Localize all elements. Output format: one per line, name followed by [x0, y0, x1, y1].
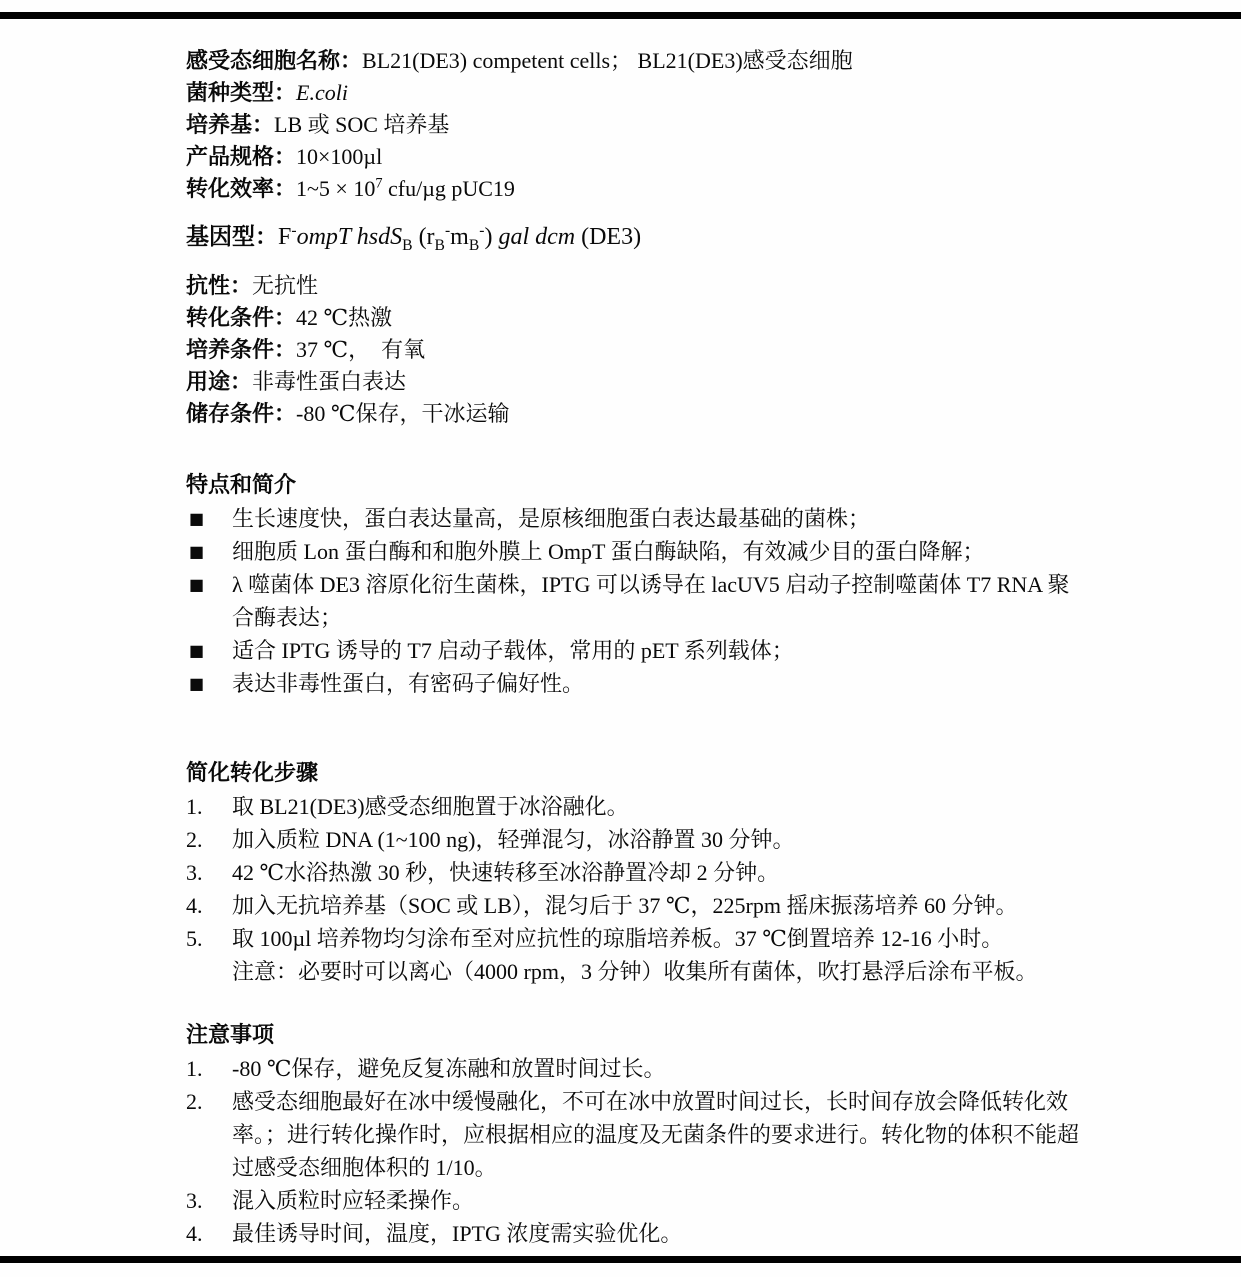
text-segment: cfu/µg pUC19: [382, 176, 515, 201]
text-segment: 10×100µl: [296, 144, 383, 169]
spec-label: 培养条件：: [186, 337, 297, 362]
text-segment: 42 ℃热激: [296, 305, 393, 330]
spec-line: [186, 366, 1081, 398]
italic-text: ompT hsdS: [296, 224, 403, 250]
feature-item: [186, 634, 1081, 667]
spec-value: [296, 80, 348, 105]
spec-label: 抗性：: [186, 273, 253, 298]
feature-item: [186, 667, 1081, 700]
spec-line: [186, 77, 1081, 109]
text-segment: (DE3): [575, 224, 642, 250]
section-title-steps: 简化转化步骤: [186, 760, 319, 785]
genotype-line: [186, 219, 1081, 254]
precautions-list: [186, 1052, 1081, 1250]
spec-line: [186, 173, 1081, 205]
spec-line: [186, 398, 1081, 430]
step-item-text: [232, 823, 1081, 856]
text-segment: m: [450, 224, 469, 250]
list-number: 4.: [186, 893, 203, 918]
step-item: [186, 823, 1081, 856]
step-item-text: [232, 790, 1081, 823]
feature-item-text: λ 噬菌体 DE3 溶原化衍生菌株，IPTG 可以诱导在 lacUV5 启动子控制噬菌体 T7 RNA 聚合酶表达；: [232, 572, 1070, 630]
step-item-text: [232, 856, 1081, 889]
spec-value: [252, 273, 318, 298]
section-title-notes: 注意事项: [186, 1022, 275, 1047]
step-item: [186, 790, 1081, 823]
text-line: 取 BL21(DE3)感受态细胞置于冰浴融化。: [232, 794, 629, 819]
list-number: 1.: [186, 794, 203, 819]
spec-value: [296, 176, 515, 201]
genotype-value: [278, 222, 642, 254]
note-item-text: [232, 1085, 1081, 1184]
text-segment: -80 ℃保存，干冰运输: [296, 401, 510, 426]
square-bullet-icon: ■: [189, 542, 205, 561]
text-segment: BL21(DE3) competent cells； BL21(DE3)感受态细胞: [362, 48, 853, 73]
list-number: 2.: [186, 827, 203, 852]
italic-text: E.coli: [296, 80, 348, 105]
spec-value: [296, 337, 425, 362]
top-border-rule: [0, 12, 1241, 19]
note-item-text: [232, 1184, 1081, 1217]
spec-value: [296, 305, 392, 330]
note-item: [186, 1217, 1081, 1250]
features-bullet-list: [186, 502, 1081, 700]
text-line: -80 ℃保存，避免反复冻融和放置时间过长。: [232, 1056, 666, 1081]
text-line: 最佳诱导时间，温度，IPTG 浓度需实验优化。: [232, 1221, 683, 1246]
spec-value: [274, 112, 449, 137]
spec-label: 用途：: [186, 369, 253, 394]
text-segment: 1~5 × 10: [296, 176, 376, 201]
superscript-text: -: [444, 222, 451, 239]
list-number: 5.: [186, 926, 203, 951]
product-spec-list: [186, 45, 1081, 205]
feature-item: [186, 535, 1081, 568]
note-item: [186, 1052, 1081, 1085]
superscript-text: -: [291, 222, 297, 239]
section-title-features: 特点和简介: [186, 472, 297, 497]
bottom-border-rule: [0, 1256, 1241, 1263]
list-number: 4.: [186, 1221, 203, 1246]
text-line: 混入质粒时应轻柔操作。: [232, 1188, 475, 1213]
spec-label: 转化条件：: [186, 305, 297, 330]
text-line: 加入质粒 DNA (1~100 ng)，轻弹混匀，冰浴静置 30 分钟。: [232, 827, 795, 852]
text-segment: 37 ℃， 有氧: [296, 337, 426, 362]
superscript-text: -: [479, 222, 485, 239]
list-number: 3.: [186, 860, 203, 885]
spec-line: [186, 334, 1081, 366]
subscript-text: B: [468, 236, 480, 254]
text-line: 加入无抗培养基（SOC 或 LB），混匀后于 37 ℃，225rpm 摇床振荡培养 60 分钟。: [232, 893, 1018, 918]
text-line: 取 100µl 培养物均匀涂布至对应抗性的琼脂培养板。37 ℃倒置培养 12-16 小时。: [232, 926, 1004, 951]
text-line: 感受态细胞最好在冰中缓慢融化，不可在冰中放置时间过长，长时间存放会降低转化效率。；进行转化操作时，应根据相应的温度及无菌条件的要求进行。转化物的体积不能超过感受态细胞体积的 1/10。: [232, 1089, 1080, 1180]
spec-line: [186, 270, 1081, 302]
note-item-text: [232, 1217, 1081, 1250]
text-segment: LB 或 SOC 培养基: [274, 112, 450, 137]
spec-line: [186, 141, 1081, 173]
note-item: [186, 1184, 1081, 1217]
spec-label: 储存条件：: [186, 401, 297, 426]
subscript-text: B: [434, 236, 445, 254]
note-item: [186, 1085, 1081, 1184]
text-segment: 非毒性蛋白表达: [252, 369, 407, 394]
feature-item-text: 生长速度快，蛋白表达量高，是原核细胞蛋白表达最基础的菌株；: [232, 506, 871, 531]
spec-value: [362, 48, 853, 73]
spec-line: [186, 109, 1081, 141]
note-item-text: [232, 1052, 1081, 1085]
condition-spec-list: [186, 270, 1081, 430]
step-item: [186, 856, 1081, 889]
text-segment: 无抗性: [252, 273, 319, 298]
spec-value: [252, 369, 406, 394]
text-segment: (r: [412, 224, 435, 250]
italic-text: gal dcm: [498, 224, 576, 250]
spec-line: [186, 302, 1081, 334]
list-number: 2.: [186, 1089, 203, 1114]
superscript-text: 7: [375, 175, 383, 192]
step-item: [186, 922, 1081, 988]
feature-item: [186, 568, 1081, 634]
feature-item: [186, 502, 1081, 535]
spec-value: [296, 401, 509, 426]
square-bullet-icon: ■: [189, 674, 205, 693]
spec-label: 产品规格：: [186, 144, 297, 169]
text-segment: F: [278, 224, 292, 250]
text-line: 42 ℃水浴热激 30 秒，快速转移至冰浴静置冷却 2 分钟。: [232, 860, 780, 885]
spec-value: [296, 144, 382, 169]
spec-line: [186, 45, 1081, 77]
subscript-text: B: [402, 236, 413, 254]
list-number: 3.: [186, 1188, 203, 1213]
square-bullet-icon: ■: [189, 509, 205, 528]
transformation-steps-list: [186, 790, 1081, 988]
square-bullet-icon: ■: [189, 575, 205, 594]
spec-label: 转化效率：: [186, 176, 297, 201]
feature-item-text: 表达非毒性蛋白，有密码子偏好性。: [232, 671, 585, 696]
genotype-label: 基因型：: [186, 223, 278, 249]
spec-label: 培养基：: [186, 112, 275, 137]
spec-label: 菌种类型：: [186, 80, 297, 105]
list-number: 1.: [186, 1056, 203, 1081]
feature-item-text: 适合 IPTG 诱导的 T7 启动子载体，常用的 pET 系列载体；: [232, 638, 794, 663]
square-bullet-icon: ■: [189, 641, 205, 660]
document-content: [186, 19, 1081, 1250]
feature-item-text: 细胞质 Lon 蛋白酶和和胞外膜上 OmpT 蛋白酶缺陷，有效减少目的蛋白降解；: [232, 539, 985, 564]
spec-label: 感受态细胞名称：: [186, 48, 363, 73]
text-segment: ): [484, 224, 499, 250]
step-item-text: [232, 889, 1081, 922]
step-item: [186, 889, 1081, 922]
step-item-text: [232, 922, 1081, 988]
text-line: 注意：必要时可以离心（4000 rpm，3 分钟）收集所有菌体，吹打悬浮后涂布平板。: [232, 959, 1038, 984]
